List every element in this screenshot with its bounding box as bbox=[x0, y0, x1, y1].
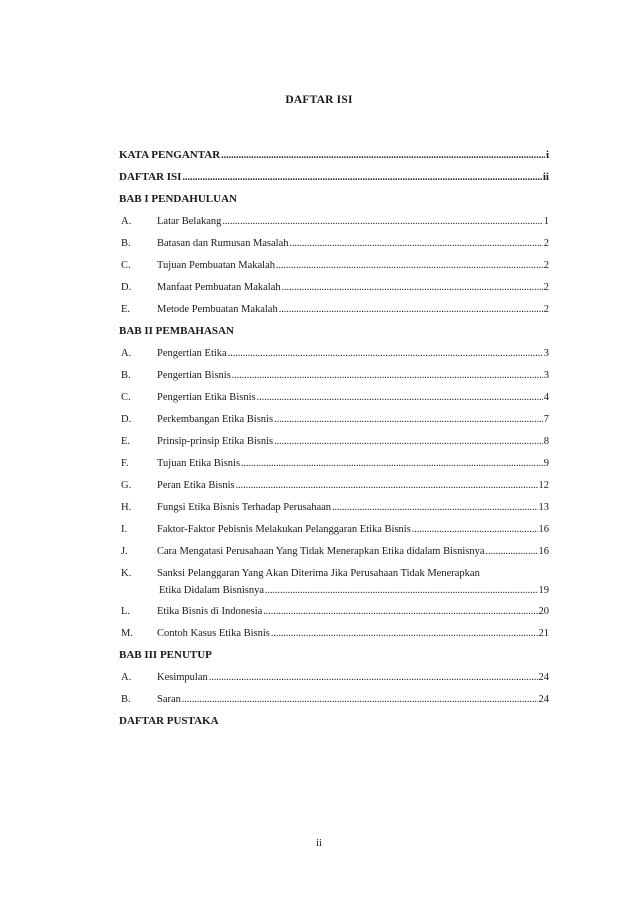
item-letter: I. bbox=[121, 523, 128, 535]
toc-entry-page: i bbox=[545, 149, 549, 161]
toc-item[interactable] bbox=[119, 666, 549, 688]
item-label: Tujuan Etika Bisnis bbox=[157, 457, 241, 469]
dot-leader bbox=[279, 304, 543, 315]
dot-leader bbox=[232, 370, 543, 381]
item-letter: D. bbox=[121, 413, 132, 425]
item-page: 8 bbox=[543, 435, 549, 447]
item-label: Perkembangan Etika Bisnis bbox=[157, 413, 274, 425]
item-page: 2 bbox=[543, 259, 549, 271]
item-page: 1 bbox=[543, 215, 549, 227]
item-page: 13 bbox=[538, 501, 549, 513]
dot-leader bbox=[274, 436, 543, 447]
item-label: Pengertian Etika Bisnis bbox=[157, 391, 256, 403]
item-page: 2 bbox=[543, 281, 549, 293]
item-letter: B. bbox=[121, 369, 131, 381]
toc-item[interactable] bbox=[119, 430, 549, 452]
item-page: 16 bbox=[538, 523, 549, 535]
toc-item[interactable] bbox=[119, 518, 549, 540]
dot-leader bbox=[209, 672, 538, 683]
dot-leader bbox=[221, 150, 545, 161]
item-letter: J. bbox=[121, 545, 128, 557]
toc-item[interactable] bbox=[119, 540, 549, 562]
chapter-heading-bab-2[interactable]: BAB II PEMBAHASAN bbox=[119, 325, 234, 337]
item-label: Manfaat Pembuatan Makalah bbox=[157, 281, 281, 293]
toc-item[interactable] bbox=[119, 232, 549, 254]
item-letter: A. bbox=[121, 215, 132, 227]
dot-leader bbox=[290, 238, 543, 249]
item-label: Latar Belakang bbox=[157, 215, 222, 227]
toc-item[interactable] bbox=[119, 688, 549, 710]
page-number: ii bbox=[316, 838, 322, 849]
item-letter: A. bbox=[121, 671, 132, 683]
item-page: 19 bbox=[538, 585, 549, 596]
item-page: 24 bbox=[538, 693, 549, 705]
item-page: 12 bbox=[538, 479, 549, 491]
item-letter: B. bbox=[121, 237, 131, 249]
toc-item[interactable] bbox=[119, 342, 549, 364]
dot-leader bbox=[263, 606, 537, 617]
item-label: Pengertian Bisnis bbox=[157, 369, 231, 381]
toc-entry-daftar-isi[interactable] bbox=[119, 166, 549, 188]
toc-entry-kata-pengantar[interactable] bbox=[119, 144, 549, 166]
item-label: Etika Bisnis di Indonesia bbox=[157, 605, 263, 617]
dot-leader bbox=[282, 282, 543, 293]
toc-item[interactable] bbox=[119, 210, 549, 232]
dot-leader bbox=[485, 546, 537, 557]
item-page: 4 bbox=[543, 391, 549, 403]
item-label: Sanksi Pelanggaran Yang Akan Diterima Jika Perusahaan Tidak Menerapkan bbox=[157, 567, 480, 579]
item-letter: G. bbox=[121, 479, 132, 491]
item-label-continued: Etika Didalam Bisnisnya bbox=[159, 585, 264, 596]
dot-leader bbox=[276, 260, 543, 271]
item-page: 16 bbox=[538, 545, 549, 557]
item-page: 9 bbox=[543, 457, 549, 469]
dot-leader bbox=[182, 172, 541, 183]
table-of-contents bbox=[119, 144, 549, 732]
item-page: 3 bbox=[543, 347, 549, 359]
toc-item[interactable] bbox=[119, 386, 549, 408]
item-label: Saran bbox=[157, 693, 181, 705]
item-letter: E. bbox=[121, 303, 131, 315]
toc-item[interactable] bbox=[119, 496, 549, 518]
toc-entry-label: KATA PENGANTAR bbox=[119, 149, 221, 161]
item-label: Tujuan Pembuatan Makalah bbox=[157, 259, 276, 271]
toc-entry-page: ii bbox=[542, 171, 549, 183]
item-letter: D. bbox=[121, 281, 132, 293]
item-label: Pengertian Etika bbox=[157, 347, 227, 359]
item-label: Faktor-Faktor Pebisnis Melakukan Pelanggaran Etika Bisnis bbox=[157, 523, 411, 535]
item-label: Cara Mengatasi Perusahaan Yang Tidak Menerapkan Etika didalam Bisnisnya bbox=[157, 545, 485, 557]
item-label: Contoh Kasus Etika Bisnis bbox=[157, 627, 270, 639]
item-label: Batasan dan Rumusan Masalah bbox=[157, 237, 289, 249]
chapter-heading-bab-3[interactable]: BAB III PENUTUP bbox=[119, 649, 212, 661]
toc-item[interactable] bbox=[119, 254, 549, 276]
chapter-heading-bab-1[interactable]: BAB I PENDAHULUAN bbox=[119, 193, 237, 205]
item-label: Peran Etika Bisnis bbox=[157, 479, 235, 491]
toc-item[interactable] bbox=[119, 622, 549, 644]
toc-entry-label: DAFTAR ISI bbox=[119, 171, 182, 183]
item-page: 2 bbox=[543, 237, 549, 249]
item-letter: C. bbox=[121, 259, 131, 271]
item-letter: H. bbox=[121, 501, 132, 513]
dot-leader bbox=[332, 502, 537, 513]
item-page: 21 bbox=[538, 627, 549, 639]
toc-item[interactable] bbox=[119, 474, 549, 496]
toc-item[interactable] bbox=[119, 600, 549, 622]
item-letter: A. bbox=[121, 347, 132, 359]
dot-leader bbox=[182, 694, 538, 705]
item-page: 3 bbox=[543, 369, 549, 381]
dot-leader bbox=[222, 216, 542, 227]
dot-leader bbox=[265, 585, 538, 596]
item-letter: C. bbox=[121, 391, 131, 403]
item-label: Metode Pembuatan Makalah bbox=[157, 303, 278, 315]
dot-leader bbox=[241, 458, 543, 469]
toc-item[interactable] bbox=[119, 452, 549, 474]
page-title: DAFTAR ISI bbox=[285, 94, 353, 106]
item-page: 24 bbox=[538, 671, 549, 683]
item-label: Fungsi Etika Bisnis Terhadap Perusahaan bbox=[157, 501, 332, 513]
item-page: 2 bbox=[543, 303, 549, 315]
item-page: 20 bbox=[538, 605, 549, 617]
toc-item[interactable] bbox=[119, 408, 549, 430]
item-letter: B. bbox=[121, 693, 131, 705]
dot-leader bbox=[228, 348, 543, 359]
toc-item[interactable] bbox=[119, 562, 549, 600]
toc-item[interactable] bbox=[119, 276, 549, 298]
toc-item[interactable] bbox=[119, 364, 549, 386]
item-letter: F. bbox=[121, 457, 129, 469]
toc-entry-daftar-pustaka[interactable]: DAFTAR PUSTAKA bbox=[119, 715, 219, 727]
item-letter: E. bbox=[121, 435, 131, 447]
dot-leader bbox=[236, 480, 538, 491]
toc-item[interactable] bbox=[119, 298, 549, 320]
item-letter: M. bbox=[121, 627, 133, 639]
item-label: Prinsip-prinsip Etika Bisnis bbox=[157, 435, 274, 447]
item-letter: L. bbox=[121, 605, 131, 617]
dot-leader bbox=[271, 628, 538, 639]
dot-leader bbox=[412, 524, 538, 535]
dot-leader bbox=[257, 392, 543, 403]
dot-leader bbox=[274, 414, 543, 425]
item-letter: K. bbox=[121, 567, 132, 579]
item-label: Kesimpulan bbox=[157, 671, 208, 683]
item-page: 7 bbox=[543, 413, 549, 425]
